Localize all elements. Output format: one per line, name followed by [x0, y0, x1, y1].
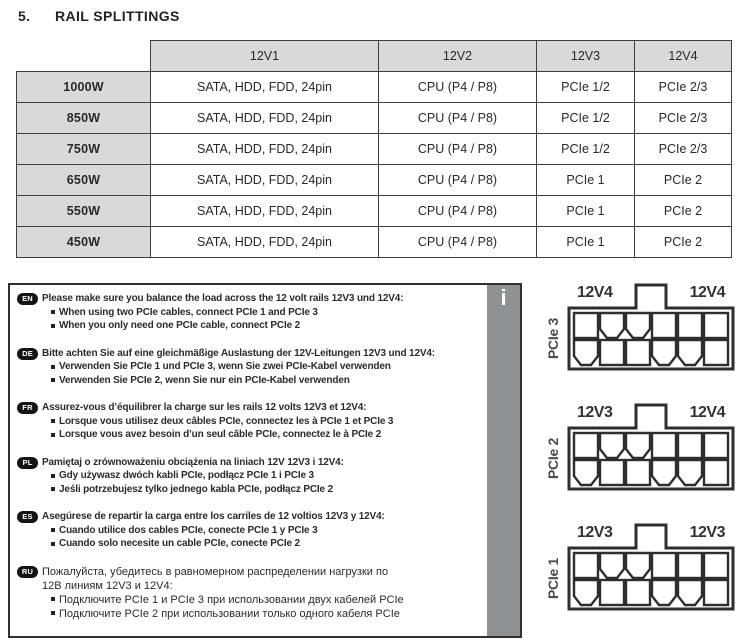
rail-cell-12v4: PCIe 2: [635, 165, 732, 196]
rail-cell-12v2: CPU (P4 / P8): [379, 227, 537, 258]
note-bullet: [42, 360, 435, 374]
note-section-es: [17, 510, 476, 551]
rail-cell-12v1: SATA, HDD, FDD, 24pin: [151, 196, 379, 227]
language-badge-en: EN: [17, 293, 38, 305]
note-body: [42, 401, 393, 442]
rail-cell-12v1: SATA, HDD, FDD, 24pin: [151, 165, 379, 196]
bullet-square-icon: [51, 474, 55, 478]
note-bullet: [42, 428, 393, 442]
note-bullet-text: Verwenden Sie PCIe 1 und PCIe 3, wenn Sie zwei PCIe-Kabel verwenden: [59, 361, 391, 372]
section-title: [18, 8, 180, 24]
note-section-fr: [17, 401, 476, 442]
note-bullet-text: When you only need one PCIe cable, connect PCIe 2: [59, 320, 301, 331]
connector-block-pcie-2: [540, 403, 754, 492]
bullet-square-icon: [51, 365, 55, 369]
rail-label-left: 12V3: [577, 524, 613, 541]
note-body: [42, 456, 344, 497]
rail-cell-12v3: PCIe 1/2: [537, 72, 635, 103]
wattage-cell: 1000W: [17, 72, 151, 103]
table-row: [17, 165, 732, 196]
note-bullet: [42, 537, 385, 551]
connector-name-label: PCIe 2: [545, 438, 561, 480]
note-bullet: [42, 469, 344, 483]
rail-cell-12v1: SATA, HDD, FDD, 24pin: [151, 134, 379, 165]
wattage-cell: 750W: [17, 134, 151, 165]
note-body: [42, 347, 435, 388]
bullet-square-icon: [51, 378, 55, 382]
language-badge-ru: RU: [17, 566, 38, 578]
language-badge-fr: FR: [17, 402, 38, 414]
rail-table-body: [17, 72, 732, 258]
bullet-square-icon: [51, 310, 55, 314]
rail-cell-12v1: SATA, HDD, FDD, 24pin: [151, 72, 379, 103]
wattage-cell: 650W: [17, 165, 151, 196]
rail-cell-12v2: CPU (P4 / P8): [379, 165, 537, 196]
note-body: [42, 292, 403, 333]
note-bullet-text: Cuando solo necesite un cable PCIe, conecte PCIe 2: [59, 538, 300, 549]
connector-rail-labels: [566, 403, 736, 423]
table-row: [17, 72, 732, 103]
rail-cell-12v3: PCIe 1: [537, 165, 635, 196]
note-bullet: [42, 607, 404, 621]
connector-block-pcie-3: [540, 283, 754, 372]
connector-diagrams: [540, 283, 754, 643]
bullet-square-icon: [51, 324, 55, 328]
rail-cell-12v4: PCIe 2: [635, 227, 732, 258]
column-header-12v3: 12V3: [537, 41, 635, 72]
blank-corner-cell: [17, 41, 151, 72]
rail-label-left: 12V3: [577, 404, 613, 421]
note-bullet: [42, 415, 393, 429]
connector-rail-labels: [566, 523, 736, 543]
connector-name-label: PCIe 1: [545, 558, 561, 600]
note-bullet: [42, 374, 435, 388]
note-bullet: [42, 306, 403, 320]
note-bullet-text: Gdy używasz dwóch kabli PCIe, podłącz PCIe 1 i PCIe 3: [59, 470, 314, 481]
rail-splitting-table: [16, 40, 732, 258]
rail-cell-12v2: CPU (P4 / P8): [379, 103, 537, 134]
note-section-ru: [17, 565, 476, 621]
note-bullet-text: Verwenden Sie PCIe 2, wenn Sie nur ein PCIe-Kabel verwenden: [59, 374, 350, 386]
note-intro: Пожалуйста, убедитесь в равномерном распределении нагрузки по: [42, 565, 389, 578]
info-bar: [487, 285, 520, 636]
connector-rail-labels: [566, 283, 736, 303]
bullet-square-icon: [51, 433, 55, 437]
rail-cell-12v4: PCIe 2/3: [635, 72, 732, 103]
rail-cell-12v3: PCIe 1/2: [537, 103, 635, 134]
note-bullet-text: Подключите PCIe 1 и PCIe 3 при использовании двух кабелей PCIe: [59, 593, 404, 606]
bullet-square-icon: [51, 419, 55, 423]
wattage-cell: 550W: [17, 196, 151, 227]
rail-cell-12v4: PCIe 2/3: [635, 134, 732, 165]
note-bullet-text: Cuando utilice dos cables PCIe, conecte PCIe 1 y PCIe 3: [59, 524, 318, 536]
note-intro: Asegúrese de repartir la carga entre los carriles de 12 voltios 12V3 y 12V4:: [42, 511, 385, 522]
note-bullet-text: Lorsque vous avez besoin d’un seul câble PCIe, connectez le à PCIe 2: [59, 429, 382, 440]
note-section-en: [17, 292, 476, 333]
note-intro: Pamiętaj o zrównoważeniu obciążenia na liniach 12V 12V3 i 12V4:: [42, 456, 344, 468]
note-bullet: [42, 593, 404, 607]
info-icon: i: [500, 285, 507, 310]
note-bullet-text: Lorsque vous utilisez deux câbles PCIe, connectez les à PCIe 1 et PCIe 3: [59, 415, 394, 427]
column-header-12v4: 12V4: [635, 41, 732, 72]
note-bullet-text: Подключите PCIe 2 при использовании только одного кабеля PCIe: [59, 607, 400, 620]
wattage-cell: 850W: [17, 103, 151, 134]
table-row: [17, 103, 732, 134]
note-section-de: [17, 347, 476, 388]
table-header-row: [17, 41, 732, 72]
note-bullet: [42, 483, 344, 497]
note-bullet-text: Jeśli potrzebujesz tylko jednego kabla PCIe, podłącz PCIe 2: [59, 483, 334, 495]
table-row: [17, 227, 732, 258]
rail-label-right: 12V3: [689, 524, 725, 541]
rail-cell-12v1: SATA, HDD, FDD, 24pin: [151, 227, 379, 258]
rail-label-right: 12V4: [689, 284, 725, 301]
wattage-cell: 450W: [17, 227, 151, 258]
note-bullet: [42, 524, 385, 538]
rail-label-right: 12V4: [689, 404, 725, 421]
language-badge-es: ES: [17, 511, 38, 523]
bullet-square-icon: [51, 528, 55, 532]
note-intro-line2: 12В линиям 12V3 и 12V4:: [42, 579, 173, 592]
note-body: [42, 510, 385, 551]
rail-cell-12v2: CPU (P4 / P8): [379, 72, 537, 103]
table-row: [17, 134, 732, 165]
rail-cell-12v3: PCIe 1/2: [537, 134, 635, 165]
rail-cell-12v2: CPU (P4 / P8): [379, 196, 537, 227]
notes-box: [8, 283, 522, 638]
rail-cell-12v3: PCIe 1: [537, 227, 635, 258]
bullet-square-icon: [51, 611, 55, 615]
rail-cell-12v2: CPU (P4 / P8): [379, 134, 537, 165]
note-intro: Bitte achten Sie auf eine gleichmäßige Auslastung der 12V-Leitungen 12V3 und 12V4:: [42, 347, 435, 359]
connector-name-label: PCIe 3: [545, 318, 561, 360]
section-title-text: RAIL SPLITTINGS: [55, 8, 180, 24]
section-number: 5.: [18, 8, 31, 24]
language-badge-pl: PL: [17, 457, 38, 469]
column-header-12v2: 12V2: [379, 41, 537, 72]
rail-cell-12v4: PCIe 2/3: [635, 103, 732, 134]
notes-sections: [17, 292, 476, 621]
rail-label-left: 12V4: [577, 284, 613, 301]
bullet-square-icon: [51, 542, 55, 546]
bullet-square-icon: [51, 487, 55, 491]
note-section-pl: [17, 456, 476, 497]
language-badge-de: DE: [17, 348, 38, 360]
connector-block-pcie-1: [540, 523, 754, 612]
rail-cell-12v1: SATA, HDD, FDD, 24pin: [151, 103, 379, 134]
rail-cell-12v4: PCIe 2: [635, 196, 732, 227]
note-bullet: [42, 319, 403, 333]
note-bullet-text: When using two PCIe cables, connect PCIe 1 and PCIe 3: [59, 306, 318, 318]
note-intro: Please make sure you balance the load across the 12 volt rails 12V3 und 12V4:: [42, 293, 404, 304]
column-header-12v1: 12V1: [151, 41, 379, 72]
bullet-square-icon: [51, 597, 55, 601]
note-intro: Assurez-vous d’équilibrer la charge sur les rails 12 volts 12V3 et 12V4:: [42, 402, 367, 413]
rail-cell-12v3: PCIe 1: [537, 196, 635, 227]
note-body: [42, 565, 404, 621]
table-row: [17, 196, 732, 227]
